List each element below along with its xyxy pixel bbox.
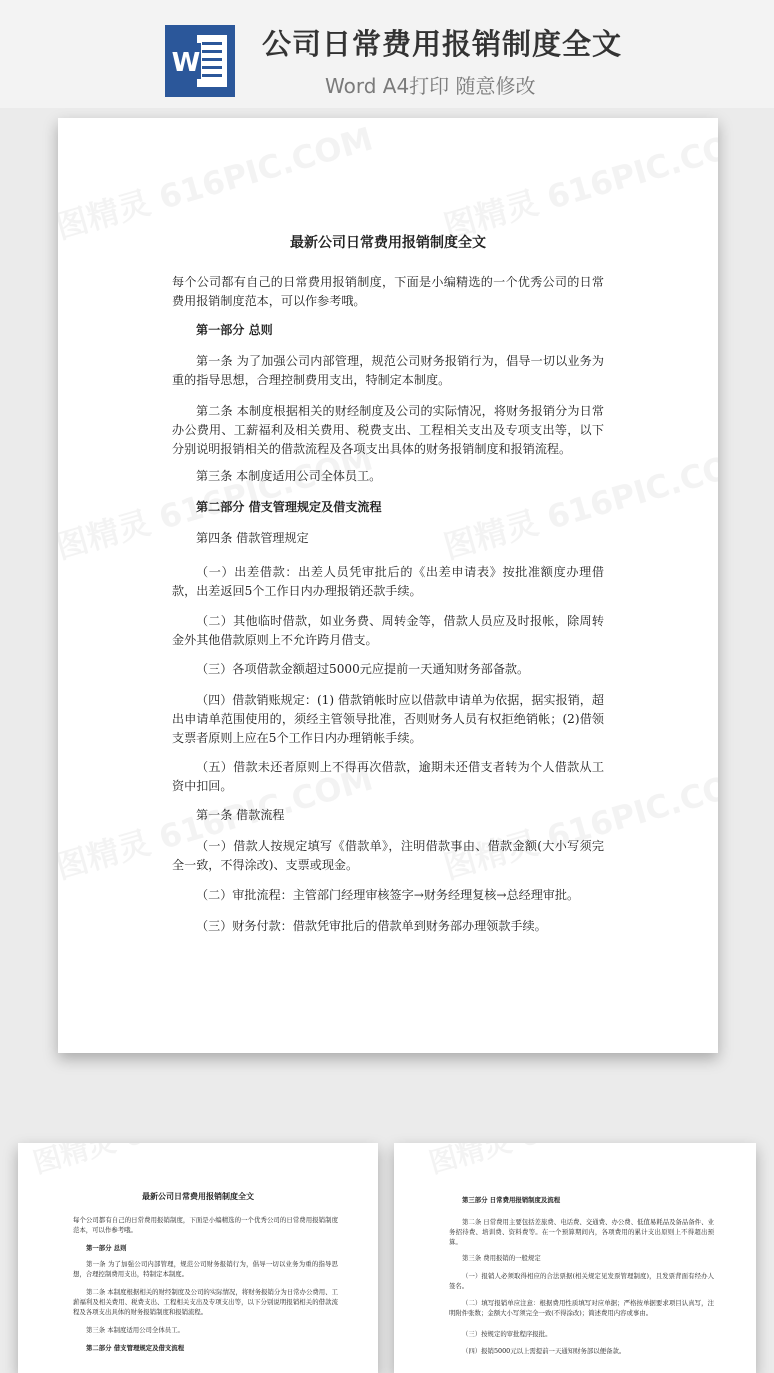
banner bbox=[0, 0, 774, 108]
word-document-icon bbox=[165, 25, 235, 97]
article-3: 第三条 本制度适用公司全体员工。 bbox=[196, 469, 382, 483]
rule-3: （三）各项借款金额超过5000元应提前一天通知财务部备款。 bbox=[196, 662, 530, 676]
article-2: 第二条 本制度根据相关的财经制度及公司的实际情况，将财务报销分为日常办公费用、工薪福利及相关费用、税费支出、工程相关支出及专项支出等，以下分别说明报销相关的借款流程及各项支出具体的财务报销制度和报销流程。 bbox=[172, 404, 604, 456]
loan-flow-article: 第一条 借款流程 bbox=[196, 808, 285, 822]
page-thumbnail-2 bbox=[394, 1143, 756, 1373]
svg-text:W: W bbox=[171, 48, 201, 78]
watermark bbox=[438, 118, 718, 248]
thumb2-para-6: （四）报销5000元以上需提前一天通知财务部以便备款。 bbox=[462, 1347, 626, 1355]
page-thumbnail-1 bbox=[18, 1143, 378, 1373]
thumb2-para-2: 第三条 费用报销的一般规定 bbox=[462, 1254, 541, 1262]
flow-1: （一）借款人按规定填写《借款单》，注明借款事由、借款金额(大小写须完全一致，不得涂改)、支票或现金。 bbox=[172, 839, 604, 872]
thumb2-part3-heading: 第三部分 日常费用报销制度及流程 bbox=[462, 1196, 561, 1204]
watermark bbox=[28, 1143, 314, 1182]
thumb1-article-1: 第一条 为了加强公司内部管理，规范公司财务报销行为，倡导一切以业务为重的指导思想，合理控制费用支出，特制定本制度。 bbox=[73, 1260, 338, 1278]
flow-3: （三）财务付款：借款凭审批后的借款单到财务部办理领款手续。 bbox=[196, 919, 547, 933]
document-title: 最新公司日常费用报销制度全文 bbox=[290, 235, 486, 251]
thumb2-para-3: （一）报销人必须取得相应的合法票据(相关规定见发票管理制度)，且发票背面有经办人签名。 bbox=[449, 1272, 714, 1290]
rule-4: （四）借款销账规定：(1) 借款销帐时应以借款申请单为依据，据实报销，超出申请单范围使用的，须经主管领导批准，否则财务人员有权拒绝销帐；(2)借领支票者原则上应在5个工作日内办理销帐手续。 bbox=[172, 693, 604, 745]
thumb2-para-5: （三）按规定的审批程序报批。 bbox=[462, 1330, 552, 1338]
thumb1-part1-heading: 第一部分 总则 bbox=[86, 1244, 127, 1252]
article-1: 第一条 为了加强公司内部管理，规范公司财务报销行为，倡导一切以业务为重的指导思想，合理控制费用支出，特制定本制度。 bbox=[172, 354, 604, 387]
watermark bbox=[58, 118, 377, 248]
watermark bbox=[424, 1143, 710, 1182]
thumb1-title: 最新公司日常费用报销制度全文 bbox=[142, 1191, 254, 1201]
flow-2: （二）审批流程：主管部门经理审核签字→财务经理复核→总经理审批。 bbox=[196, 888, 580, 902]
part1-heading: 第一部分 总则 bbox=[196, 323, 273, 337]
thumb1-article-3: 第三条 本制度适用公司全体员工。 bbox=[86, 1326, 184, 1334]
thumb2-para-1: 第二条 日常费用主要包括差旅费、电话费、交通费、办公费、低值易耗品及备品备件、业务招待费、培训费、资料费等。在一个预算期间内，各项费用的累计支出原则上不得超出预算。 bbox=[449, 1218, 714, 1246]
part2-heading: 第二部分 借支管理规定及借支流程 bbox=[196, 500, 382, 514]
intro-paragraph: 每个公司都有自己的日常费用报销制度，下面是小编精选的一个优秀公司的日常费用报销制度范本，可以作参考哦。 bbox=[172, 275, 604, 308]
article-4: 第四条 借款管理规定 bbox=[196, 531, 309, 545]
thumb1-part2-heading: 第二部分 借支管理规定及借支流程 bbox=[86, 1344, 185, 1352]
rule-2: （二）其他临时借款，如业务费、周转金等，借款人员应及时报帐，除周转金外其他借款原则上不允许跨月借支。 bbox=[172, 614, 604, 647]
thumb1-article-2: 第二条 本制度根据相关的财经制度及公司的实际情况，将财务报销分为日常办公费用、工薪福利及相关费用、税费支出、工程相关支出及专项支出等，以下分别说明报销相关的借款流程及各项支出具体的财务报销制度和报销流程。 bbox=[73, 1288, 338, 1316]
rule-1: （一）出差借款：出差人员凭审批后的《出差申请表》按批准额度办理借款，出差返回5个工作日内办理报销还款手续。 bbox=[172, 565, 604, 598]
rule-5: （五）借款未还者原则上不得再次借款，逾期未还借支者转为个人借款从工资中扣回。 bbox=[172, 760, 604, 793]
document-page-preview bbox=[58, 118, 718, 1053]
thumb1-intro: 每个公司都有自己的日常费用报销制度，下面是小编精选的一个优秀公司的日常费用报销制度范本，可以作参考哦。 bbox=[73, 1216, 338, 1234]
banner-title: 公司日常费用报销制度全文 bbox=[262, 27, 623, 61]
thumb2-para-4: （二）填写报销单应注意：根据费用性质填写对应单据；严格按单据要求项目认真写，注明附件张数；金额大小写须完全一致(不得涂改)；简述费用内容或事由。 bbox=[449, 1299, 714, 1317]
banner-subtitle: Word A4打印 随意修改 bbox=[325, 74, 536, 98]
